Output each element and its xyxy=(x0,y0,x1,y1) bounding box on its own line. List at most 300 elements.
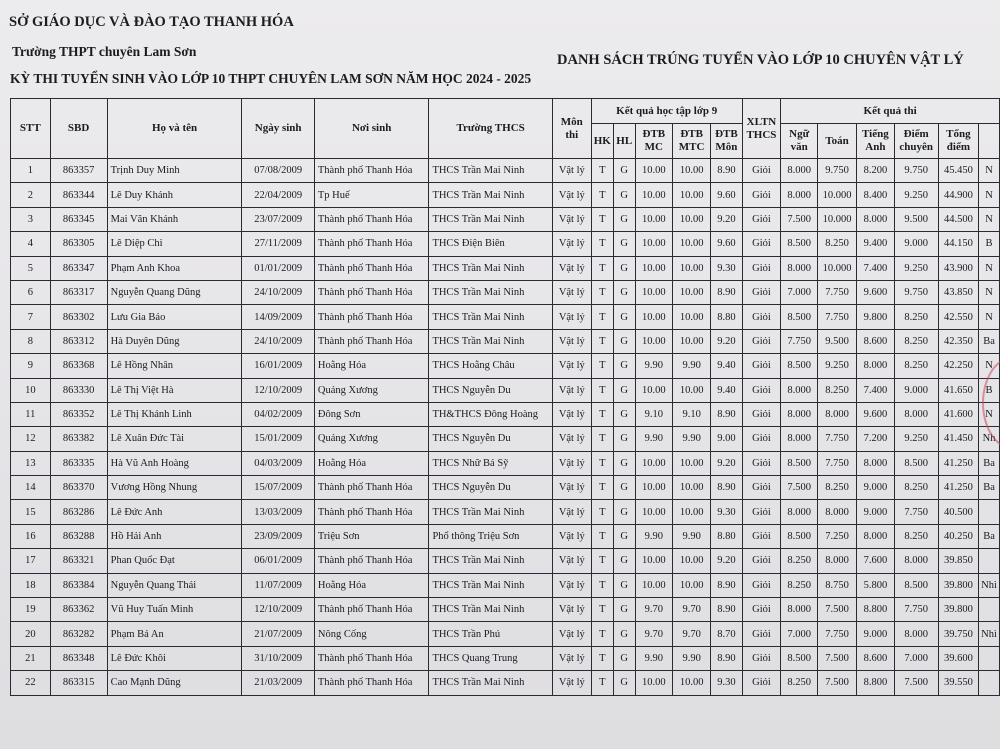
cell-stt: 5 xyxy=(11,256,51,280)
cell-sbd: 863321 xyxy=(50,549,107,573)
cell-hk: T xyxy=(591,183,613,207)
cell-diem-chuyen: 7.750 xyxy=(894,598,938,622)
cell-dtb-mon: 9.00 xyxy=(711,427,742,451)
cell-subject: Vật lý xyxy=(552,232,591,256)
cell-school: Phổ thông Triệu Sơn xyxy=(429,524,552,548)
cell-school: THCS Trần Mai Ninh xyxy=(429,671,552,695)
cell-cut-off: B xyxy=(979,378,1000,402)
cell-stt: 3 xyxy=(11,207,51,231)
cell-xltn: Giỏi xyxy=(742,207,781,231)
cell-stt: 10 xyxy=(11,378,51,402)
cell-toan: 7.750 xyxy=(818,427,857,451)
cell-birthplace: Quảng Xương xyxy=(314,427,429,451)
cell-name: Hà Duyên Dũng xyxy=(107,329,242,353)
cell-dtb-mtc: 9.90 xyxy=(673,354,711,378)
cell-name: Lưu Gia Bảo xyxy=(107,305,242,329)
cell-name: Cao Mạnh Dũng xyxy=(107,671,242,695)
cell-dtb-mtc: 9.10 xyxy=(673,402,711,426)
cell-cut-off xyxy=(979,549,1000,573)
cell-dtb-mon: 8.90 xyxy=(711,159,742,183)
col-hk: HK xyxy=(591,124,613,159)
cell-subject: Vật lý xyxy=(552,598,591,622)
cell-dtb-mon: 8.80 xyxy=(711,305,742,329)
cell-dob: 15/01/2009 xyxy=(242,427,314,451)
cell-stt: 16 xyxy=(11,524,51,548)
cell-toan: 7.500 xyxy=(818,671,857,695)
cell-tieng-anh: 9.400 xyxy=(857,232,895,256)
cell-dtb-mon: 8.90 xyxy=(711,280,742,304)
cell-hl: G xyxy=(613,207,635,231)
cell-tieng-anh: 8.800 xyxy=(857,671,895,695)
cell-xltn: Giỏi xyxy=(742,159,781,183)
col-tieng-anh: Tiếng Anh xyxy=(857,124,895,159)
cell-birthplace: Thành phố Thanh Hóa xyxy=(314,305,429,329)
cell-name: Phạm Anh Khoa xyxy=(107,256,242,280)
cell-dtb-mon: 8.90 xyxy=(711,646,742,670)
cell-birthplace: Đông Sơn xyxy=(314,402,429,426)
cell-subject: Vật lý xyxy=(552,549,591,573)
cell-stt: 18 xyxy=(11,573,51,597)
cell-dob: 06/01/2009 xyxy=(242,549,314,573)
cell-cut-off: N xyxy=(979,256,1000,280)
cell-name: Phan Quốc Đạt xyxy=(107,549,242,573)
cell-hl: G xyxy=(613,671,635,695)
cell-xltn: Giỏi xyxy=(742,549,781,573)
cell-tieng-anh: 9.000 xyxy=(857,622,895,646)
cell-ngu-van: 7.500 xyxy=(781,207,818,231)
cell-name: Hà Vũ Anh Hoàng xyxy=(107,451,242,475)
cell-stt: 2 xyxy=(11,183,51,207)
cell-dtb-mtc: 10.00 xyxy=(673,671,711,695)
cell-dob: 16/01/2009 xyxy=(242,354,314,378)
cell-dtb-mon: 8.90 xyxy=(711,402,742,426)
cell-tieng-anh: 8.000 xyxy=(857,354,895,378)
cell-tong-diem: 41.250 xyxy=(938,476,978,500)
cell-sbd: 863345 xyxy=(50,207,107,231)
table-row xyxy=(11,402,1000,426)
cell-tong-diem: 44.500 xyxy=(938,207,978,231)
cell-hl: G xyxy=(613,305,635,329)
cell-name: Lê Thị Khánh Linh xyxy=(107,402,242,426)
cell-hk: T xyxy=(591,598,613,622)
cell-dtb-mc: 10.00 xyxy=(635,451,673,475)
cell-dtb-mon: 9.30 xyxy=(711,500,742,524)
cell-dtb-mc: 10.00 xyxy=(635,280,673,304)
cell-cut-off: Nhì xyxy=(979,573,1000,597)
cell-ngu-van: 8.000 xyxy=(781,378,818,402)
cell-birthplace: Hoằng Hóa xyxy=(314,573,429,597)
cell-ngu-van: 8.000 xyxy=(781,402,818,426)
cell-xltn: Giỏi xyxy=(742,427,781,451)
cell-hk: T xyxy=(591,646,613,670)
cell-dtb-mtc: 10.00 xyxy=(673,378,711,402)
cell-hk: T xyxy=(591,573,613,597)
cell-dtb-mc: 10.00 xyxy=(635,232,673,256)
cell-dtb-mon: 9.20 xyxy=(711,549,742,573)
cell-toan: 7.250 xyxy=(818,524,857,548)
col-tong-diem: Tổng điểm xyxy=(938,124,978,159)
cell-toan: 8.000 xyxy=(818,549,857,573)
cell-ngu-van: 7.500 xyxy=(781,476,818,500)
cell-hk: T xyxy=(591,159,613,183)
cell-ngu-van: 8.000 xyxy=(781,183,818,207)
cell-name: Lê Đức Khôi xyxy=(107,646,242,670)
cell-hk: T xyxy=(591,329,613,353)
cell-toan: 8.250 xyxy=(818,476,857,500)
cell-dtb-mc: 10.00 xyxy=(635,573,673,597)
cell-diem-chuyen: 9.500 xyxy=(894,207,938,231)
cell-ngu-van: 8.000 xyxy=(781,598,818,622)
cell-sbd: 863312 xyxy=(50,329,107,353)
cell-school: THCS Trần Mai Ninh xyxy=(429,329,552,353)
table-row xyxy=(11,232,1000,256)
cell-diem-chuyen: 8.250 xyxy=(894,354,938,378)
cell-diem-chuyen: 8.000 xyxy=(894,622,938,646)
cell-stt: 15 xyxy=(11,500,51,524)
cell-sbd: 863348 xyxy=(50,646,107,670)
cell-tieng-anh: 8.800 xyxy=(857,598,895,622)
cell-subject: Vật lý xyxy=(552,476,591,500)
cell-name: Hồ Hải Anh xyxy=(107,524,242,548)
col-birthplace: Nơi sinh xyxy=(314,99,429,159)
cell-name: Mai Văn Khánh xyxy=(107,207,242,231)
cell-diem-chuyen: 9.250 xyxy=(894,256,938,280)
cell-xltn: Giỏi xyxy=(742,280,781,304)
table-row xyxy=(11,476,1000,500)
cell-hk: T xyxy=(591,354,613,378)
cell-hl: G xyxy=(613,159,635,183)
cell-dtb-mc: 10.00 xyxy=(635,378,673,402)
cell-school: THCS Trần Mai Ninh xyxy=(429,159,552,183)
cell-ngu-van: 8.250 xyxy=(781,573,818,597)
col-hl: HL xyxy=(613,124,635,159)
cell-ngu-van: 8.500 xyxy=(781,354,818,378)
cell-tieng-anh: 8.600 xyxy=(857,646,895,670)
cell-xltn: Giỏi xyxy=(742,354,781,378)
col-ngu-van: Ngữ văn xyxy=(781,124,818,159)
cell-dob: 04/03/2009 xyxy=(242,451,314,475)
cell-subject: Vật lý xyxy=(552,451,591,475)
cell-hl: G xyxy=(613,183,635,207)
cell-dtb-mtc: 9.90 xyxy=(673,524,711,548)
cell-tong-diem: 39.600 xyxy=(938,646,978,670)
cell-dtb-mc: 10.00 xyxy=(635,207,673,231)
cell-cut-off: N xyxy=(979,183,1000,207)
cell-cut-off xyxy=(979,598,1000,622)
cell-school: THCS Trần Mai Ninh xyxy=(429,280,552,304)
cell-sbd: 863330 xyxy=(50,378,107,402)
cell-ngu-van: 8.250 xyxy=(781,671,818,695)
cell-dtb-mtc: 10.00 xyxy=(673,159,711,183)
cell-dtb-mc: 10.00 xyxy=(635,183,673,207)
cell-hk: T xyxy=(591,500,613,524)
cell-xltn: Giỏi xyxy=(742,378,781,402)
cell-xltn: Giỏi xyxy=(742,183,781,207)
cell-sbd: 863382 xyxy=(50,427,107,451)
cell-tong-diem: 44.150 xyxy=(938,232,978,256)
cell-stt: 11 xyxy=(11,402,51,426)
cell-stt: 8 xyxy=(11,329,51,353)
cell-tieng-anh: 5.800 xyxy=(857,573,895,597)
cell-diem-chuyen: 8.500 xyxy=(894,573,938,597)
cell-dob: 23/09/2009 xyxy=(242,524,314,548)
cell-diem-chuyen: 8.500 xyxy=(894,451,938,475)
cell-tieng-anh: 9.800 xyxy=(857,305,895,329)
cell-cut-off: Nh xyxy=(979,427,1000,451)
table-body xyxy=(11,159,1000,696)
table-row xyxy=(11,305,1000,329)
cell-subject: Vật lý xyxy=(552,573,591,597)
cell-dtb-mtc: 9.70 xyxy=(673,622,711,646)
cell-dtb-mc: 10.00 xyxy=(635,549,673,573)
cell-name: Lê Diệp Chi xyxy=(107,232,242,256)
cell-dtb-mon: 9.20 xyxy=(711,451,742,475)
cell-ngu-van: 8.500 xyxy=(781,646,818,670)
cell-dtb-mon: 9.30 xyxy=(711,671,742,695)
cell-dtb-mtc: 10.00 xyxy=(673,305,711,329)
cell-dtb-mc: 10.00 xyxy=(635,305,673,329)
cell-xltn: Giỏi xyxy=(742,646,781,670)
cell-hk: T xyxy=(591,305,613,329)
cell-toan: 8.000 xyxy=(818,402,857,426)
department-heading: SỞ GIÁO DỤC VÀ ĐÀO TẠO THANH HÓA xyxy=(9,14,294,30)
cell-tieng-anh: 7.600 xyxy=(857,549,895,573)
cell-diem-chuyen: 9.000 xyxy=(894,232,938,256)
cell-sbd: 863357 xyxy=(50,159,107,183)
cell-dob: 12/10/2009 xyxy=(242,598,314,622)
cell-tieng-anh: 9.600 xyxy=(857,402,895,426)
cell-tong-diem: 39.800 xyxy=(938,573,978,597)
cell-hk: T xyxy=(591,402,613,426)
cell-tong-diem: 40.250 xyxy=(938,524,978,548)
cell-school: THCS Nguyễn Du xyxy=(429,378,552,402)
cell-ngu-van: 8.500 xyxy=(781,232,818,256)
cell-subject: Vật lý xyxy=(552,305,591,329)
cell-dtb-mtc: 10.00 xyxy=(673,451,711,475)
cell-stt: 20 xyxy=(11,622,51,646)
col-dob: Ngày sinh xyxy=(242,99,314,159)
cell-subject: Vật lý xyxy=(552,329,591,353)
cell-dob: 13/03/2009 xyxy=(242,500,314,524)
cell-school: THCS Trần Mai Ninh xyxy=(429,500,552,524)
table-row xyxy=(11,354,1000,378)
col-cut-off xyxy=(979,124,1000,159)
table-row xyxy=(11,451,1000,475)
cell-sbd: 863352 xyxy=(50,402,107,426)
cell-stt: 22 xyxy=(11,671,51,695)
cell-diem-chuyen: 8.250 xyxy=(894,476,938,500)
cell-xltn: Giỏi xyxy=(742,305,781,329)
cell-tieng-anh: 7.400 xyxy=(857,378,895,402)
col-stt: STT xyxy=(11,99,51,159)
cell-hl: G xyxy=(613,280,635,304)
cell-birthplace: Nông Cống xyxy=(314,622,429,646)
cell-tieng-anh: 8.000 xyxy=(857,524,895,548)
col-name: Họ và tên xyxy=(107,99,242,159)
cell-dtb-mon: 9.20 xyxy=(711,207,742,231)
group-grade9: Kết quả học tập lớp 9 xyxy=(591,99,742,124)
cell-subject: Vật lý xyxy=(552,402,591,426)
cell-dtb-mon: 9.40 xyxy=(711,354,742,378)
cell-tong-diem: 44.900 xyxy=(938,183,978,207)
cell-birthplace: Thành phố Thanh Hóa xyxy=(314,256,429,280)
cell-name: Lê Thị Việt Hà xyxy=(107,378,242,402)
cell-toan: 10.000 xyxy=(818,183,857,207)
cell-dtb-mtc: 10.00 xyxy=(673,500,711,524)
cell-ngu-van: 8.000 xyxy=(781,427,818,451)
cell-hk: T xyxy=(591,451,613,475)
cell-birthplace: Thành phố Thanh Hóa xyxy=(314,207,429,231)
cell-dtb-mtc: 10.00 xyxy=(673,280,711,304)
cell-cut-off: Ba xyxy=(979,476,1000,500)
cell-subject: Vật lý xyxy=(552,524,591,548)
cell-diem-chuyen: 8.000 xyxy=(894,402,938,426)
table-row xyxy=(11,573,1000,597)
cell-birthplace: Tp Huế xyxy=(314,183,429,207)
cell-name: Lê Xuân Đức Tài xyxy=(107,427,242,451)
cell-hl: G xyxy=(613,402,635,426)
cell-diem-chuyen: 9.750 xyxy=(894,159,938,183)
cell-hl: G xyxy=(613,451,635,475)
cell-cut-off: Ba xyxy=(979,329,1000,353)
cell-cut-off xyxy=(979,671,1000,695)
table-row xyxy=(11,427,1000,451)
cell-dob: 12/10/2009 xyxy=(242,378,314,402)
cell-school: THCS Hoằng Châu xyxy=(429,354,552,378)
cell-dtb-mtc: 10.00 xyxy=(673,573,711,597)
cell-toan: 8.000 xyxy=(818,500,857,524)
cell-dtb-mc: 10.00 xyxy=(635,671,673,695)
cell-birthplace: Thành phố Thanh Hóa xyxy=(314,159,429,183)
cell-dtb-mtc: 9.70 xyxy=(673,598,711,622)
cell-dtb-mtc: 10.00 xyxy=(673,329,711,353)
cell-dtb-mtc: 9.90 xyxy=(673,646,711,670)
cell-school: THCS Trần Phú xyxy=(429,622,552,646)
cell-dtb-mc: 9.10 xyxy=(635,402,673,426)
col-dtb-mon: ĐTB Môn xyxy=(711,124,742,159)
cell-stt: 12 xyxy=(11,427,51,451)
cell-birthplace: Thành phố Thanh Hóa xyxy=(314,500,429,524)
table-row xyxy=(11,378,1000,402)
cell-dob: 23/07/2009 xyxy=(242,207,314,231)
cell-school: THCS Trần Mai Ninh xyxy=(429,305,552,329)
cell-subject: Vật lý xyxy=(552,354,591,378)
cell-sbd: 863347 xyxy=(50,256,107,280)
cell-hl: G xyxy=(613,232,635,256)
cell-birthplace: Thành phố Thanh Hóa xyxy=(314,646,429,670)
cell-name: Lê Duy Khánh xyxy=(107,183,242,207)
cell-diem-chuyen: 7.500 xyxy=(894,671,938,695)
cell-hl: G xyxy=(613,573,635,597)
cell-sbd: 863305 xyxy=(50,232,107,256)
cell-cut-off: B xyxy=(979,232,1000,256)
cell-tong-diem: 45.450 xyxy=(938,159,978,183)
cell-name: Nguyễn Quang Thái xyxy=(107,573,242,597)
cell-tong-diem: 41.450 xyxy=(938,427,978,451)
cell-dtb-mon: 9.30 xyxy=(711,256,742,280)
cell-birthplace: Thành phố Thanh Hóa xyxy=(314,549,429,573)
table-row xyxy=(11,500,1000,524)
cell-dtb-mon: 8.90 xyxy=(711,598,742,622)
cell-dob: 24/10/2009 xyxy=(242,329,314,353)
cell-birthplace: Thành phố Thanh Hóa xyxy=(314,598,429,622)
cell-diem-chuyen: 8.250 xyxy=(894,329,938,353)
cell-dob: 15/07/2009 xyxy=(242,476,314,500)
cell-diem-chuyen: 8.250 xyxy=(894,305,938,329)
cell-ngu-van: 8.000 xyxy=(781,500,818,524)
cell-sbd: 863282 xyxy=(50,622,107,646)
cell-hl: G xyxy=(613,256,635,280)
cell-hk: T xyxy=(591,427,613,451)
table-row xyxy=(11,183,1000,207)
cell-dob: 14/09/2009 xyxy=(242,305,314,329)
cell-name: Trịnh Duy Minh xyxy=(107,159,242,183)
cell-stt: 13 xyxy=(11,451,51,475)
cell-hl: G xyxy=(613,646,635,670)
cell-toan: 9.750 xyxy=(818,159,857,183)
cell-dtb-mon: 8.70 xyxy=(711,622,742,646)
cell-dob: 22/04/2009 xyxy=(242,183,314,207)
cell-school: THCS Trần Mai Ninh xyxy=(429,207,552,231)
cell-tieng-anh: 7.400 xyxy=(857,256,895,280)
cell-dtb-mtc: 10.00 xyxy=(673,207,711,231)
cell-tieng-anh: 9.600 xyxy=(857,280,895,304)
cell-stt: 19 xyxy=(11,598,51,622)
cell-xltn: Giỏi xyxy=(742,622,781,646)
cell-name: Vương Hồng Nhung xyxy=(107,476,242,500)
cell-dtb-mon: 8.80 xyxy=(711,524,742,548)
cell-subject: Vật lý xyxy=(552,671,591,695)
cell-school: THCS Nhữ Bá Sỹ xyxy=(429,451,552,475)
cell-ngu-van: 7.750 xyxy=(781,329,818,353)
cell-cut-off xyxy=(979,646,1000,670)
cell-subject: Vật lý xyxy=(552,183,591,207)
cell-hk: T xyxy=(591,256,613,280)
col-school: Trường THCS xyxy=(429,99,552,159)
cell-hl: G xyxy=(613,354,635,378)
cell-school: THCS Trần Mai Ninh xyxy=(429,256,552,280)
cell-dtb-mon: 9.20 xyxy=(711,329,742,353)
cell-hl: G xyxy=(613,598,635,622)
cell-hl: G xyxy=(613,476,635,500)
cell-ngu-van: 8.500 xyxy=(781,451,818,475)
cell-sbd: 863317 xyxy=(50,280,107,304)
cell-name: Lê Hồng Nhân xyxy=(107,354,242,378)
cell-tieng-anh: 8.200 xyxy=(857,159,895,183)
cell-toan: 7.500 xyxy=(818,598,857,622)
cell-diem-chuyen: 7.000 xyxy=(894,646,938,670)
cell-dtb-mc: 10.00 xyxy=(635,256,673,280)
table-row xyxy=(11,159,1000,183)
cell-sbd: 863335 xyxy=(50,451,107,475)
admission-table xyxy=(10,98,1000,696)
cell-subject: Vật lý xyxy=(552,280,591,304)
cell-toan: 9.250 xyxy=(818,354,857,378)
cell-tong-diem: 41.250 xyxy=(938,451,978,475)
cell-dtb-mc: 9.90 xyxy=(635,646,673,670)
col-sbd: SBD xyxy=(50,99,107,159)
cell-toan: 7.500 xyxy=(818,646,857,670)
cell-xltn: Giỏi xyxy=(742,500,781,524)
cell-diem-chuyen: 9.750 xyxy=(894,280,938,304)
cell-birthplace: Hoằng Hóa xyxy=(314,451,429,475)
school-heading: Trường THPT chuyên Lam Sơn xyxy=(12,44,197,59)
cell-tong-diem: 39.750 xyxy=(938,622,978,646)
cell-stt: 9 xyxy=(11,354,51,378)
cell-xltn: Giỏi xyxy=(742,671,781,695)
cell-tieng-anh: 9.000 xyxy=(857,476,895,500)
table-row xyxy=(11,524,1000,548)
